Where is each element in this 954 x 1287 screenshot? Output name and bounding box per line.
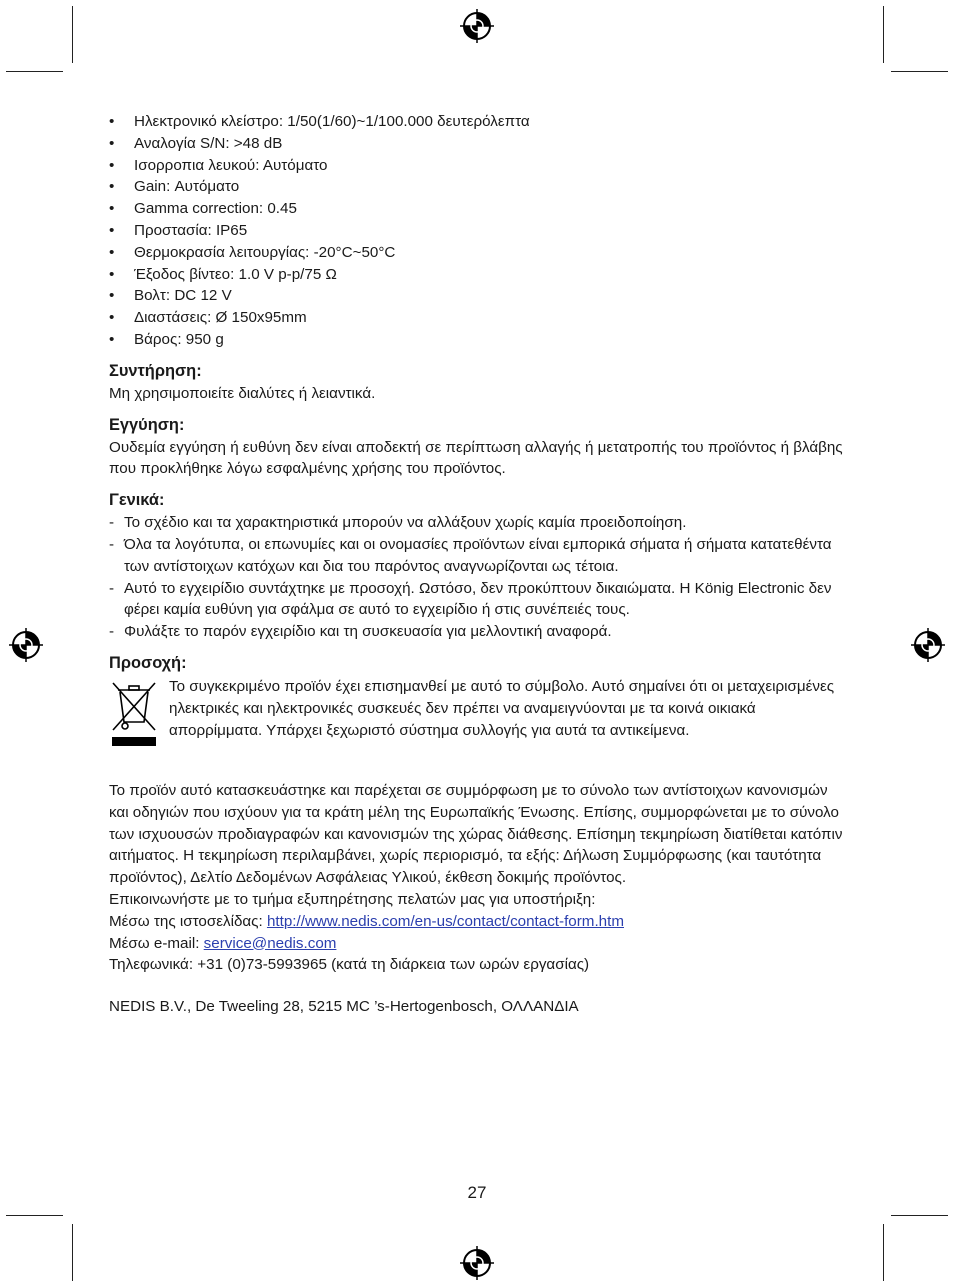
website-link[interactable]: http://www.nedis.com/en-us/contact/contact-form.htm — [266, 912, 624, 930]
crop-mark — [6, 71, 63, 72]
general-list — [109, 512, 849, 643]
crop-mark — [6, 1215, 63, 1216]
page-content — [109, 111, 849, 1018]
spec-item: • Διαστάσεις: Ø 150x95mm — [109, 307, 849, 329]
general-heading: Γενικά: — [109, 491, 165, 510]
email-line — [109, 933, 849, 955]
email-link[interactable]: service@nedis.com — [203, 934, 337, 952]
caution-text: Το συγκεκριμένο προϊόν έχει επισημανθεί με αυτό το σύμβολο. Αυτό σημαίνει ότι οι μεταχειρισμένες ηλεκτρικές και ηλεκτρονικές συσκευές δεν πρέπει να αναμειγνύονται με τα κοινά οικιακά απορρίμματα. Υπάρχει ξεχωριστό σύστημα συλλογής για αυτά τα αντικείμενα. — [169, 677, 835, 739]
specs-list — [109, 111, 849, 351]
general-item: - Αυτό το εγχειρίδιο συντάχτηκε με προσοχή. Ωστόσο, δεν προκύπτουν δικαιώματα. Η König Electronic δεν φέρει καμία ευθύνη για σφάλμα σε αυτό το εγχειρίδιο ή στις συνέπειές τους. — [109, 578, 849, 622]
registration-mark-icon — [911, 628, 945, 662]
maintenance-text: Μη χρησιμοποιείτε διαλύτες ή λειαντικά. — [109, 384, 376, 402]
caution-block — [109, 676, 849, 748]
warranty-text: Ουδεμία εγγύηση ή ευθύνη δεν είναι αποδεκτή σε περίπτωση αλλαγής ή μετατροπής του προϊόντος ή βλάβης που προκλήθηκε λόγω εσφαλμένης χρήσης του προϊόντος. — [109, 438, 843, 478]
warranty-heading: Εγγύηση: — [109, 415, 185, 434]
spec-item: • Βάρος: 950 g — [109, 329, 849, 351]
general-item: - Το σχέδιο και τα χαρακτηριστικά μπορούν να αλλάξουν χωρίς καμία προειδοποίηση. — [109, 512, 849, 534]
phone-line: Τηλεφωνικά: +31 (0)73-5993965 (κατά τη διάρκεια των ωρών εργασίας) — [109, 956, 590, 974]
crop-mark — [891, 1215, 948, 1216]
spec-item: • Βολτ: DC 12 V — [109, 285, 849, 307]
spec-item: • Έξοδος βίντεο: 1.0 V p-p/75 Ω — [109, 264, 849, 286]
spec-item: • Ισορροπια λευκού: Αυτόματο — [109, 155, 849, 177]
maintenance-heading: Συντήρηση: — [109, 361, 202, 380]
spec-item: • Προστασία: IP65 — [109, 220, 849, 242]
crossed-out-wheelie-bin-icon — [109, 678, 159, 748]
crop-mark — [891, 71, 948, 72]
general-item: - Φυλάξτε το παρόν εγχειρίδιο και τη συσκευασία για μελλοντική αναφορά. — [109, 621, 849, 643]
compliance-text: Το προϊόν αυτό κατασκευάστηκε και παρέχεται σε συμμόρφωση με το σύνολο των αντίστοιχων κανονισμών και οδηγιών που ισχύουν για τα κράτη μέλη της Ευρωπαϊκής Ένωσης. Επίσης, συμμορφώνεται με το σύνολο των ισχυουσών προδιαγραφών και κανονισμών της χώρας διάθεσης. Επίσημη τεκμηρίωση διατίθεται κατόπιν αιτήματος. Η τεκμηρίωση περιλαμβάνει, χωρίς περιορισμό, τα εξής: Δήλωση Συμμόρφωσης (και ταυτότητα προϊόντος), Δελτίο Δεδομένων Ασφάλειας Υλικού, έκθεση δοκιμής προϊόντος. — [109, 781, 843, 887]
registration-mark-icon — [460, 9, 494, 43]
page-number: 27 — [467, 1183, 487, 1202]
website-line — [109, 911, 849, 933]
website-label: Μέσω της ιστοσελίδας: — [109, 912, 267, 930]
crop-mark — [72, 1224, 73, 1281]
crop-mark — [883, 1224, 884, 1281]
crop-mark — [72, 6, 73, 63]
spec-item: • Gamma correction: 0.45 — [109, 198, 849, 220]
crop-mark — [883, 6, 884, 63]
registration-mark-icon — [9, 628, 43, 662]
spec-item: • Ηλεκτρονικό κλείστρο: 1/50(1/60)~1/100.000 δευτερόλεπτα — [109, 111, 849, 133]
general-item: - Όλα τα λογότυπα, οι επωνυμίες και οι ονομασίες προϊόντων είναι εμπορικά σήματα ή σήματα κατατεθέντα των αντίστοιχων κατόχων και δια του παρόντος αναγνωρίζονται ως τέτοια. — [109, 534, 849, 578]
company-address: NEDIS B.V., De Tweeling 28, 5215 MC ’s-Hertogenbosch, ΟΛΛΑΝΔΙΑ — [109, 998, 579, 1016]
spec-item: • Αναλογία S/N: >48 dB — [109, 133, 849, 155]
support-intro: Επικοινωνήστε με το τμήμα εξυπηρέτησης πελατών μας για υποστήριξη: — [109, 890, 596, 908]
email-label: Μέσω e-mail: — [109, 934, 204, 952]
registration-mark-icon — [460, 1246, 494, 1280]
caution-heading: Προσοχή: — [109, 653, 187, 672]
compliance-section — [109, 780, 849, 976]
spec-item: • Θερμοκρασία λειτουργίας: -20°C~50°C — [109, 242, 849, 264]
spec-item: • Gain: Αυτόματο — [109, 176, 849, 198]
